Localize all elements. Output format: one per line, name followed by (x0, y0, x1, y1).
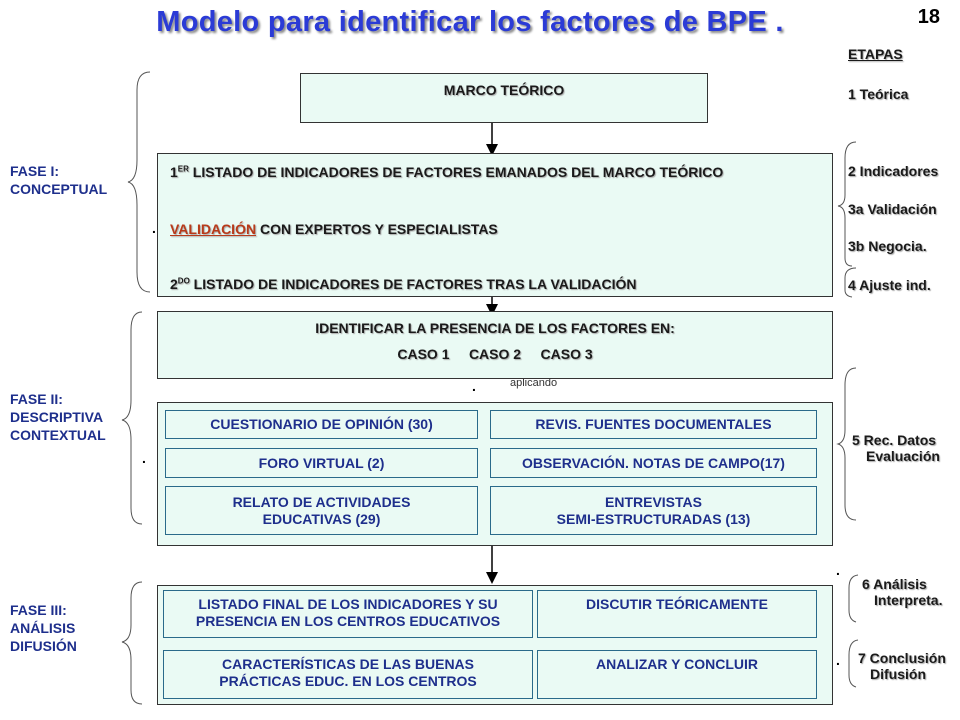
phase-3-line3: DIFUSIÓN (10, 638, 77, 654)
analizar-box: ANALIZAR Y CONCLUIR (537, 650, 817, 699)
stage-6-line1: 6 Análisis (862, 576, 927, 592)
stage-6 (862, 576, 942, 608)
relato-line1: RELATO DE ACTIVIDADES (232, 493, 411, 510)
marco-teorico-label: MARCO TEÓRICO (443, 82, 565, 98)
brace-phase-2 (122, 312, 142, 524)
stage-6-line2: Interpreta. (874, 592, 943, 608)
stage-7-line2: Difusión (870, 666, 926, 682)
observacion-box: OBSERVACIÓN. NOTAS DE CAMPO(17) (490, 448, 817, 478)
stage-5-line1: 5 Rec. Datos (852, 432, 937, 448)
listado-1-text: 1ER LISTADO DE INDICADORES DE FACTORES EMANADOS DEL MARCO TEÓRICO (170, 164, 724, 180)
stage-1: 1 Teórica (848, 86, 909, 102)
caracteristicas-box (163, 650, 533, 699)
phase-1-line1: FASE I: (10, 163, 60, 179)
stage-3a: 3a Validación (848, 201, 937, 217)
stage-2: 2 Indicadores (848, 163, 939, 179)
cuestionario-box: CUESTIONARIO DE OPINIÓN (30) (165, 410, 478, 439)
phase-2-label (10, 390, 106, 444)
listado-indicadores-box (157, 153, 833, 297)
identificar-title: IDENTIFICAR LA PRESENCIA DE LOS FACTORES EN: (315, 320, 675, 336)
dot-marker: . (152, 220, 156, 236)
stage-5 (852, 432, 940, 464)
stage-3b: 3b Negocia. (848, 238, 927, 254)
validacion-text: VALIDACIÓN CON EXPERTOS Y ESPECIALISTAS (170, 221, 498, 237)
dot-marker: . (836, 562, 840, 578)
foro-virtual-box: FORO VIRTUAL (2) (165, 448, 478, 478)
aplicando-label: aplicando (510, 377, 558, 389)
caracteristicas-line1: CARACTERÍSTICAS DE LAS BUENAS (221, 656, 474, 672)
phase-3-line2: ANÁLISIS (10, 620, 76, 636)
relato-box (165, 486, 478, 535)
entrevistas-box (490, 486, 817, 535)
brace-stage-7 (849, 640, 858, 687)
phase-2-line1: FASE II: (10, 391, 63, 407)
identificar-box (157, 311, 833, 379)
stage-7 (858, 650, 946, 682)
listado-final-box (163, 590, 533, 638)
caso-2: CASO 2 (468, 346, 522, 362)
stages-header: ETAPAS (848, 46, 903, 62)
caso-3: CASO 3 (540, 346, 593, 362)
casos-row (158, 346, 832, 362)
page-title: Modelo para identificar los factores de BPE . (156, 6, 784, 38)
discutir-box: DISCUTIR TEÓRICAMENTE (537, 590, 817, 638)
relato-line2: EDUCATIVAS (29) (262, 510, 381, 527)
dot-marker: . (142, 450, 146, 466)
stage-7-line1: 7 Conclusión (858, 650, 946, 666)
phase-2-line3: CONTEXTUAL (10, 427, 106, 443)
stage-4: 4 Ajuste ind. (848, 277, 931, 293)
listado-2-text: $2^{DO}$ LISTADO DE INDICADORES DE FACTORES TRAS LA VALIDACIÓN (170, 276, 637, 292)
brace-stage-6 (849, 575, 858, 622)
entrevistas-line1: ENTREVISTAS (605, 493, 702, 510)
brace-phase-3 (122, 582, 142, 704)
marco-teorico-box (300, 73, 708, 123)
listado-final-line1: LISTADO FINAL DE LOS INDICADORES Y SU (198, 596, 498, 612)
listado-final-line2: PRESENCIA EN LOS CENTROS EDUCATIVOS (195, 613, 501, 629)
phase-3-line1: FASE III: (10, 602, 67, 618)
phase-1-line2: CONCEPTUAL (10, 181, 108, 197)
caso-1: CASO 1 (397, 346, 450, 362)
phase-1-label (10, 162, 107, 198)
dot-marker: . (836, 652, 840, 668)
caracteristicas-line2: PRÁCTICAS EDUC. EN LOS CENTROS (219, 673, 477, 689)
revis-fuentes-box: REVIS. FUENTES DOCUMENTALES (490, 410, 817, 439)
phase-3-label (10, 601, 77, 655)
stage-5-line2: Evaluación (866, 448, 940, 464)
brace-phase-1 (128, 72, 150, 292)
dot-marker: . (472, 378, 476, 394)
phase-2-line2: DESCRIPTIVA (10, 409, 104, 425)
page-number: 18 (917, 6, 940, 28)
entrevistas-line2: SEMI-ESTRUCTURADAS (13) (556, 510, 751, 527)
